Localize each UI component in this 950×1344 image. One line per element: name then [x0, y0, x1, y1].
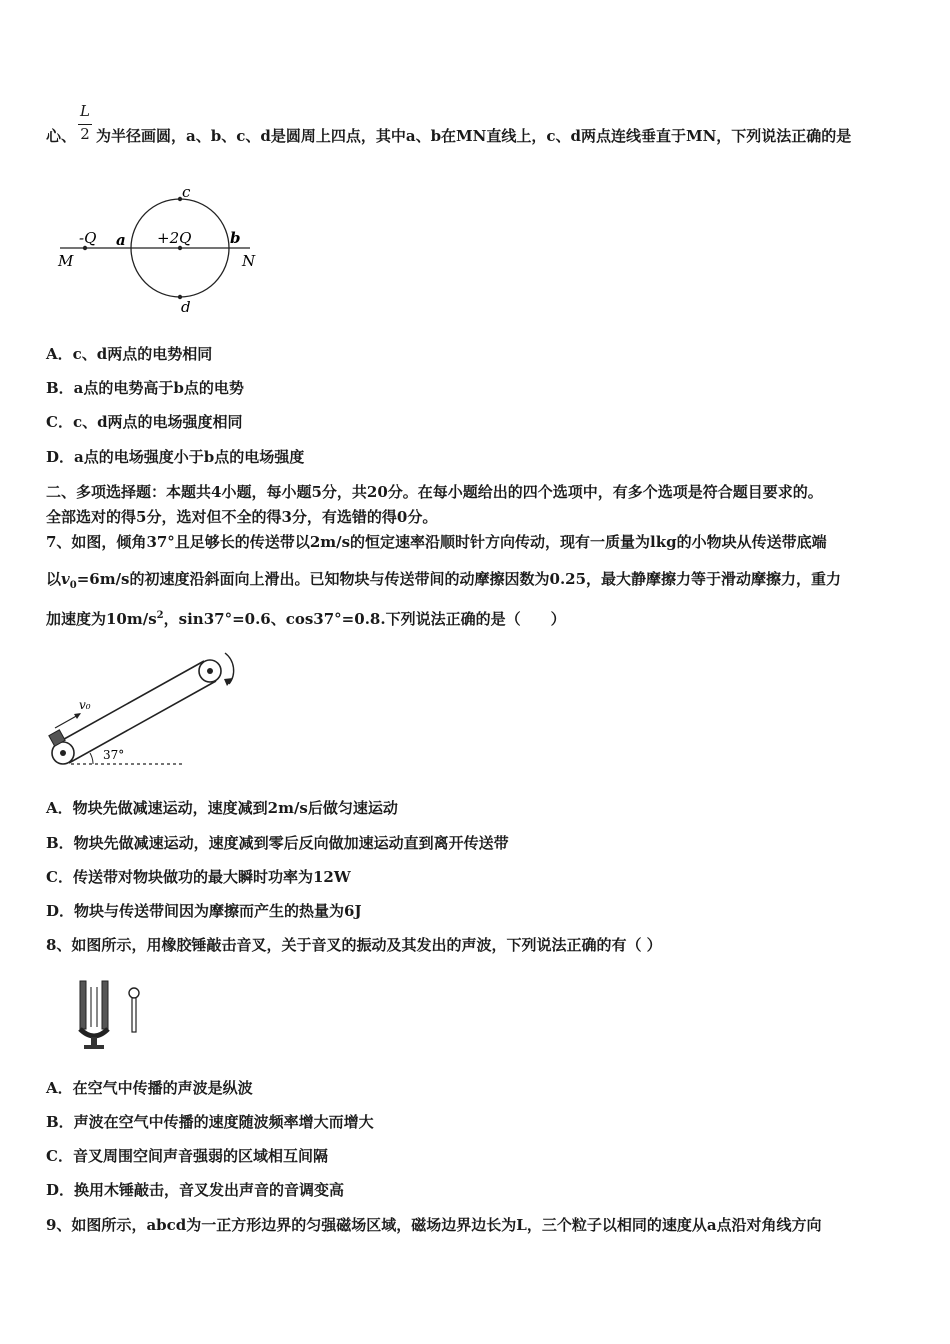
belt-lower: [69, 681, 216, 763]
q6-option-b: B．a点的电势高于b点的电势: [46, 379, 244, 397]
label-a: a: [116, 231, 126, 249]
q8-tuning-fork-figure: [74, 975, 154, 1055]
q6-stem-text: 为半径画圆，a、b、c、d是圆周上四点，其中a、b在MN直线上，c、d两点连线垂直于MN，下列说法正确的是: [96, 127, 852, 145]
q7-v0-sub: 0: [69, 580, 77, 591]
label-pos-2q: +2Q: [157, 229, 192, 247]
q7-line2: [46, 569, 841, 596]
fraction-numerator: L: [80, 102, 90, 120]
hammer-handle: [132, 998, 136, 1032]
block: [49, 730, 65, 746]
label-n: N: [242, 252, 256, 270]
q7-line1: 7、如图，倾角37°且足够长的传送带以2m/s的恒定速率沿顺时针方向传动，现有一质量为lkg的小物块从传送带底端: [46, 533, 827, 551]
label-d: d: [181, 298, 191, 316]
label-v0: v₀: [79, 698, 91, 712]
velocity-arrowhead-icon: [74, 713, 81, 719]
label-m: M: [58, 252, 74, 270]
q6-option-a: A．c、d两点的电势相同: [46, 345, 213, 363]
q6-option-d: D．a点的电场强度小于b点的电场强度: [46, 448, 305, 466]
q7-option-d: D．物块与传送带间因为摩擦而产生的热量为6J: [46, 902, 362, 920]
label-c: c: [182, 183, 191, 201]
fork-prong-right: [102, 981, 108, 1029]
q6-stem: [46, 126, 851, 146]
q6-prefix: 心、: [46, 127, 77, 145]
q7-line3: [46, 606, 566, 629]
section2-line2: 全部选对的得5分，选对但不全的得3分，有选错的得0分。: [46, 508, 438, 526]
hammer-head: [129, 988, 139, 998]
q7-option-c: C．传送带对物块做功的最大瞬时功率为12W: [46, 868, 351, 886]
q7-option-a: A．物块先做减速运动，速度减到2m/s后做匀速运动: [46, 799, 398, 817]
q8-option-d: D．换用木锤敲击，音叉发出声音的音调变高: [46, 1181, 345, 1199]
fork-prong-left: [80, 981, 86, 1029]
fraction-denominator: 2: [80, 125, 90, 143]
top-pulley-axle: [207, 668, 213, 674]
q8-stem: 8、如图所示，用橡胶锤敲击音叉，关于音叉的振动及其发出的声波，下列说法正确的有（ ）: [46, 936, 662, 954]
label-b: b: [230, 229, 241, 247]
fork-base-curve: [80, 1029, 108, 1036]
q7-accel-sup: 2: [156, 610, 164, 621]
fork-base: [84, 1045, 104, 1049]
section2-line1: 二、多项选择题：本题共4小题，每小题5分，共20分。在每小题给出的四个选项中，有多个选项是符合题目要求的。: [46, 483, 823, 501]
bottom-pulley-axle: [60, 750, 66, 756]
fork-stem: [91, 1037, 97, 1045]
q7-line2-post: =6m/s的初速度沿斜面向上滑出。已知物块与传送带间的动摩擦因数为0.25，最大静摩擦力等于滑动摩擦力，重力: [76, 570, 842, 588]
q7-line3-post: ，sin37°=0.6、cos37°=0.8.下列说法正确的是（ ）: [163, 610, 566, 628]
label-angle: 37°: [103, 748, 125, 762]
q7-conveyor-figure: [45, 648, 245, 773]
angle-arc: [90, 753, 93, 764]
q6-option-c: C．c、d两点的电场强度相同: [46, 413, 243, 431]
q9-stem: 9、如图所示，abcd为一正方形边界的匀强磁场区域，磁场边界边长为L，三个粒子以相同的速度从a点沿对角线方向: [46, 1216, 822, 1234]
q8-option-c: C．音叉周围空间声音强弱的区域相互间隔: [46, 1147, 328, 1165]
q8-option-a: A．在空气中传播的声波是纵波: [46, 1079, 253, 1097]
label-neg-q: -Q: [79, 229, 97, 247]
q7-line2-pre: 以: [46, 570, 62, 588]
q7-line3-pre: 加速度为10m/s: [46, 610, 157, 628]
q7-v0-var: v: [61, 570, 70, 588]
q7-option-b: B．物块先做减速运动，速度减到零后反向做加速运动直到离开传送带: [46, 834, 509, 852]
q6-circle-figure: [55, 183, 275, 316]
q8-option-b: B．声波在空气中传播的速度随波频率增大而增大: [46, 1113, 374, 1131]
rotation-arrowhead-icon: [224, 678, 233, 686]
